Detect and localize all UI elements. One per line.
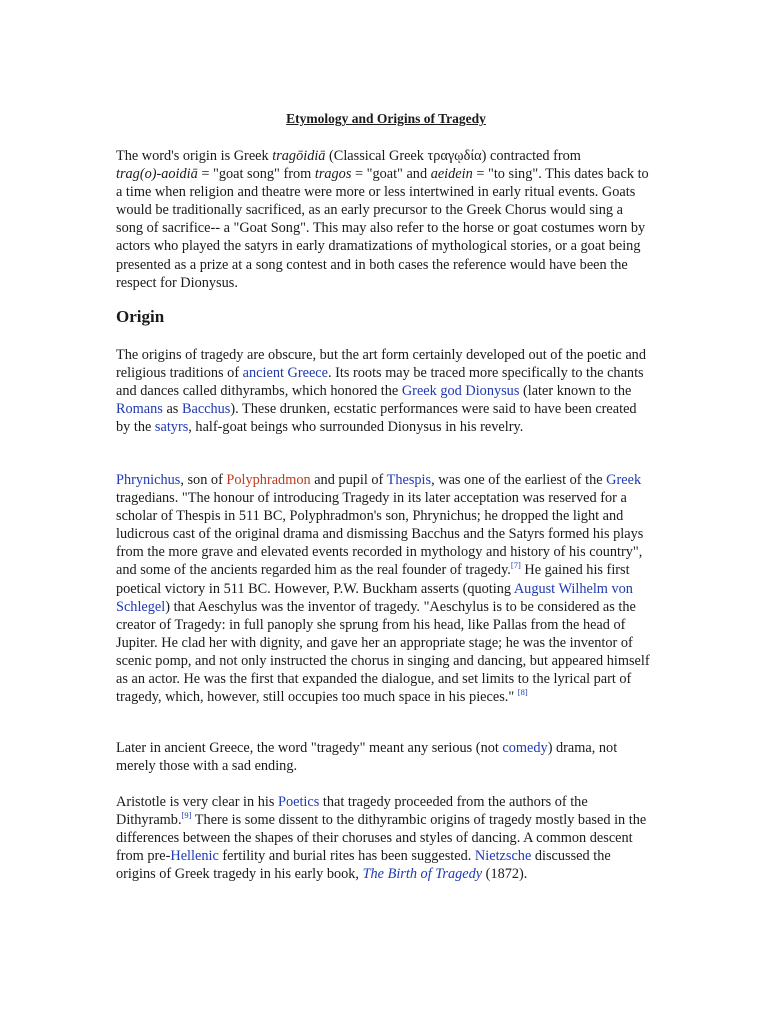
term-tragos: tragos bbox=[314, 166, 352, 183]
link-greek[interactable]: Greek bbox=[606, 472, 642, 488]
etymology-paragraph: The word's origin is Greek tragōidiā (Classical Greek τραγῳδία) contracted from trag(o)-aoidiā = "goat song" from tragos = "goat" and aeidein = "to sing". This dates back to a time when religion and theatre were more or less intertwined in early ritual events. Goats would be traditionally sacrificed, as an early precursor to the Greek Chorus would sing a song of sacrifice-- a "Goat Song". This may also refer to the horse or goat costumes worn by actors who played the satyrs in early dramatizations of mythological stories, or a goat being presented as a prize at a song contest and in both cases the reference would have been the respect for Dionysus. bbox=[116, 148, 649, 291]
link-hellenic[interactable]: Hellenic bbox=[170, 848, 219, 865]
origin-paragraph-3: Later in ancient Greece, the word "tragedy" meant any serious (not comedy) drama, not merely those with a sad ending. bbox=[116, 740, 618, 775]
origin-paragraph-2: Phrynichus, son of Polyphradmon and pupil of Thespis, was one of the earliest of the Greek tragedians. "The honour of introducing Tragedy in its later acceptation was reserved for a scholar of Thespis in 511 BC, Polyphradmon's son, Phrynichus; he dropped the light and ludicrous cast of the original drama and dismissing Bacchus and the Satyrs formed his plays from the more grave and elevated events recorded in mythology and history of his country", and some of the ancients regarded him as the real founder of tragedy.[7] He gained his first poetical victory in 511 BC. However, P.W. Buckham asserts (quoting August Wilhelm von Schlegel) that Aeschylus was the inventor of tragedy. "Aeschylus is to be considered as the creator of Tragedy: in full panoply she sprung from his head, like Pallas from the head of Jupiter. He clad her with dignity, and gave her an appropriate stage; he was the inventor of scenic pomp, and not only instructed the chorus in singing and dancing, but appeared himself as an actor. He was the first that expanded the dialogue, and set limits to the lyrical part of tragedy, which, however, still occupies too much space in his pieces." [8] bbox=[116, 472, 650, 706]
reference-9 bbox=[182, 810, 192, 820]
reference-8 bbox=[518, 687, 528, 697]
document-title: Etymology and Origins of Tragedy bbox=[286, 111, 486, 126]
link-comedy[interactable]: comedy bbox=[502, 740, 548, 756]
link-thespis[interactable]: Thespis bbox=[386, 472, 432, 488]
term-trag-aoidia: trag(o)-aoidiā bbox=[116, 166, 198, 183]
reference-9-link[interactable]: [9] bbox=[181, 810, 192, 821]
link-phrynichus[interactable]: Phrynichus bbox=[116, 472, 181, 488]
link-bacchus[interactable]: Bacchus bbox=[181, 401, 231, 418]
link-romans[interactable]: Romans bbox=[116, 401, 163, 418]
origin-heading: Origin bbox=[116, 307, 165, 326]
link-greek-god-dionysus[interactable]: Greek god Dionysus bbox=[401, 383, 520, 400]
origin-paragraph-1: The origins of tragedy are obscure, but the art form certainly developed out of the poetic and religious traditions of ancient Greece. Its roots may be traced more specifically to the chants and dances called dithyrambs, which honored the Greek god Dionysus (later known to the Romans as Bacchus). These drunken, ecstatic performances were said to have been created by the satyrs, half-goat beings who surrounded Dionysus in his revelry. bbox=[116, 347, 646, 436]
link-nietzsche[interactable]: Nietzsche bbox=[474, 848, 532, 865]
link-the-birth-of-tragedy[interactable]: The Birth of Tragedy bbox=[362, 866, 483, 883]
term-tragoidia: tragōidiā bbox=[272, 148, 326, 164]
term-aeidein: aeidein bbox=[430, 166, 473, 183]
reference-8-link[interactable]: [8] bbox=[517, 687, 528, 698]
reference-7 bbox=[511, 560, 521, 570]
reference-7-link[interactable]: [7] bbox=[510, 560, 521, 571]
link-august-wilhelm-von-schlegel[interactable]: August Wilhelm von Schlegel bbox=[116, 580, 633, 615]
link-satyrs[interactable]: satyrs bbox=[154, 419, 189, 436]
link-poetics[interactable]: Poetics bbox=[278, 794, 320, 810]
link-polyphradmon[interactable]: Polyphradmon bbox=[226, 472, 311, 488]
link-ancient-greece[interactable]: ancient Greece bbox=[242, 365, 328, 382]
origin-paragraph-4: Aristotle is very clear in his Poetics that tragedy proceeded from the authors of the Dithyramb.[9] There is some dissent to the dithyrambic origins of tragedy mostly based in the differences between the shapes of their choruses and styles of dancing. A common descent from pre-Hellenic fertility and burial rites has been suggested. Nietzsche discussed the origins of Greek tragedy in his early book, The Birth of Tragedy (1872). bbox=[116, 794, 647, 883]
